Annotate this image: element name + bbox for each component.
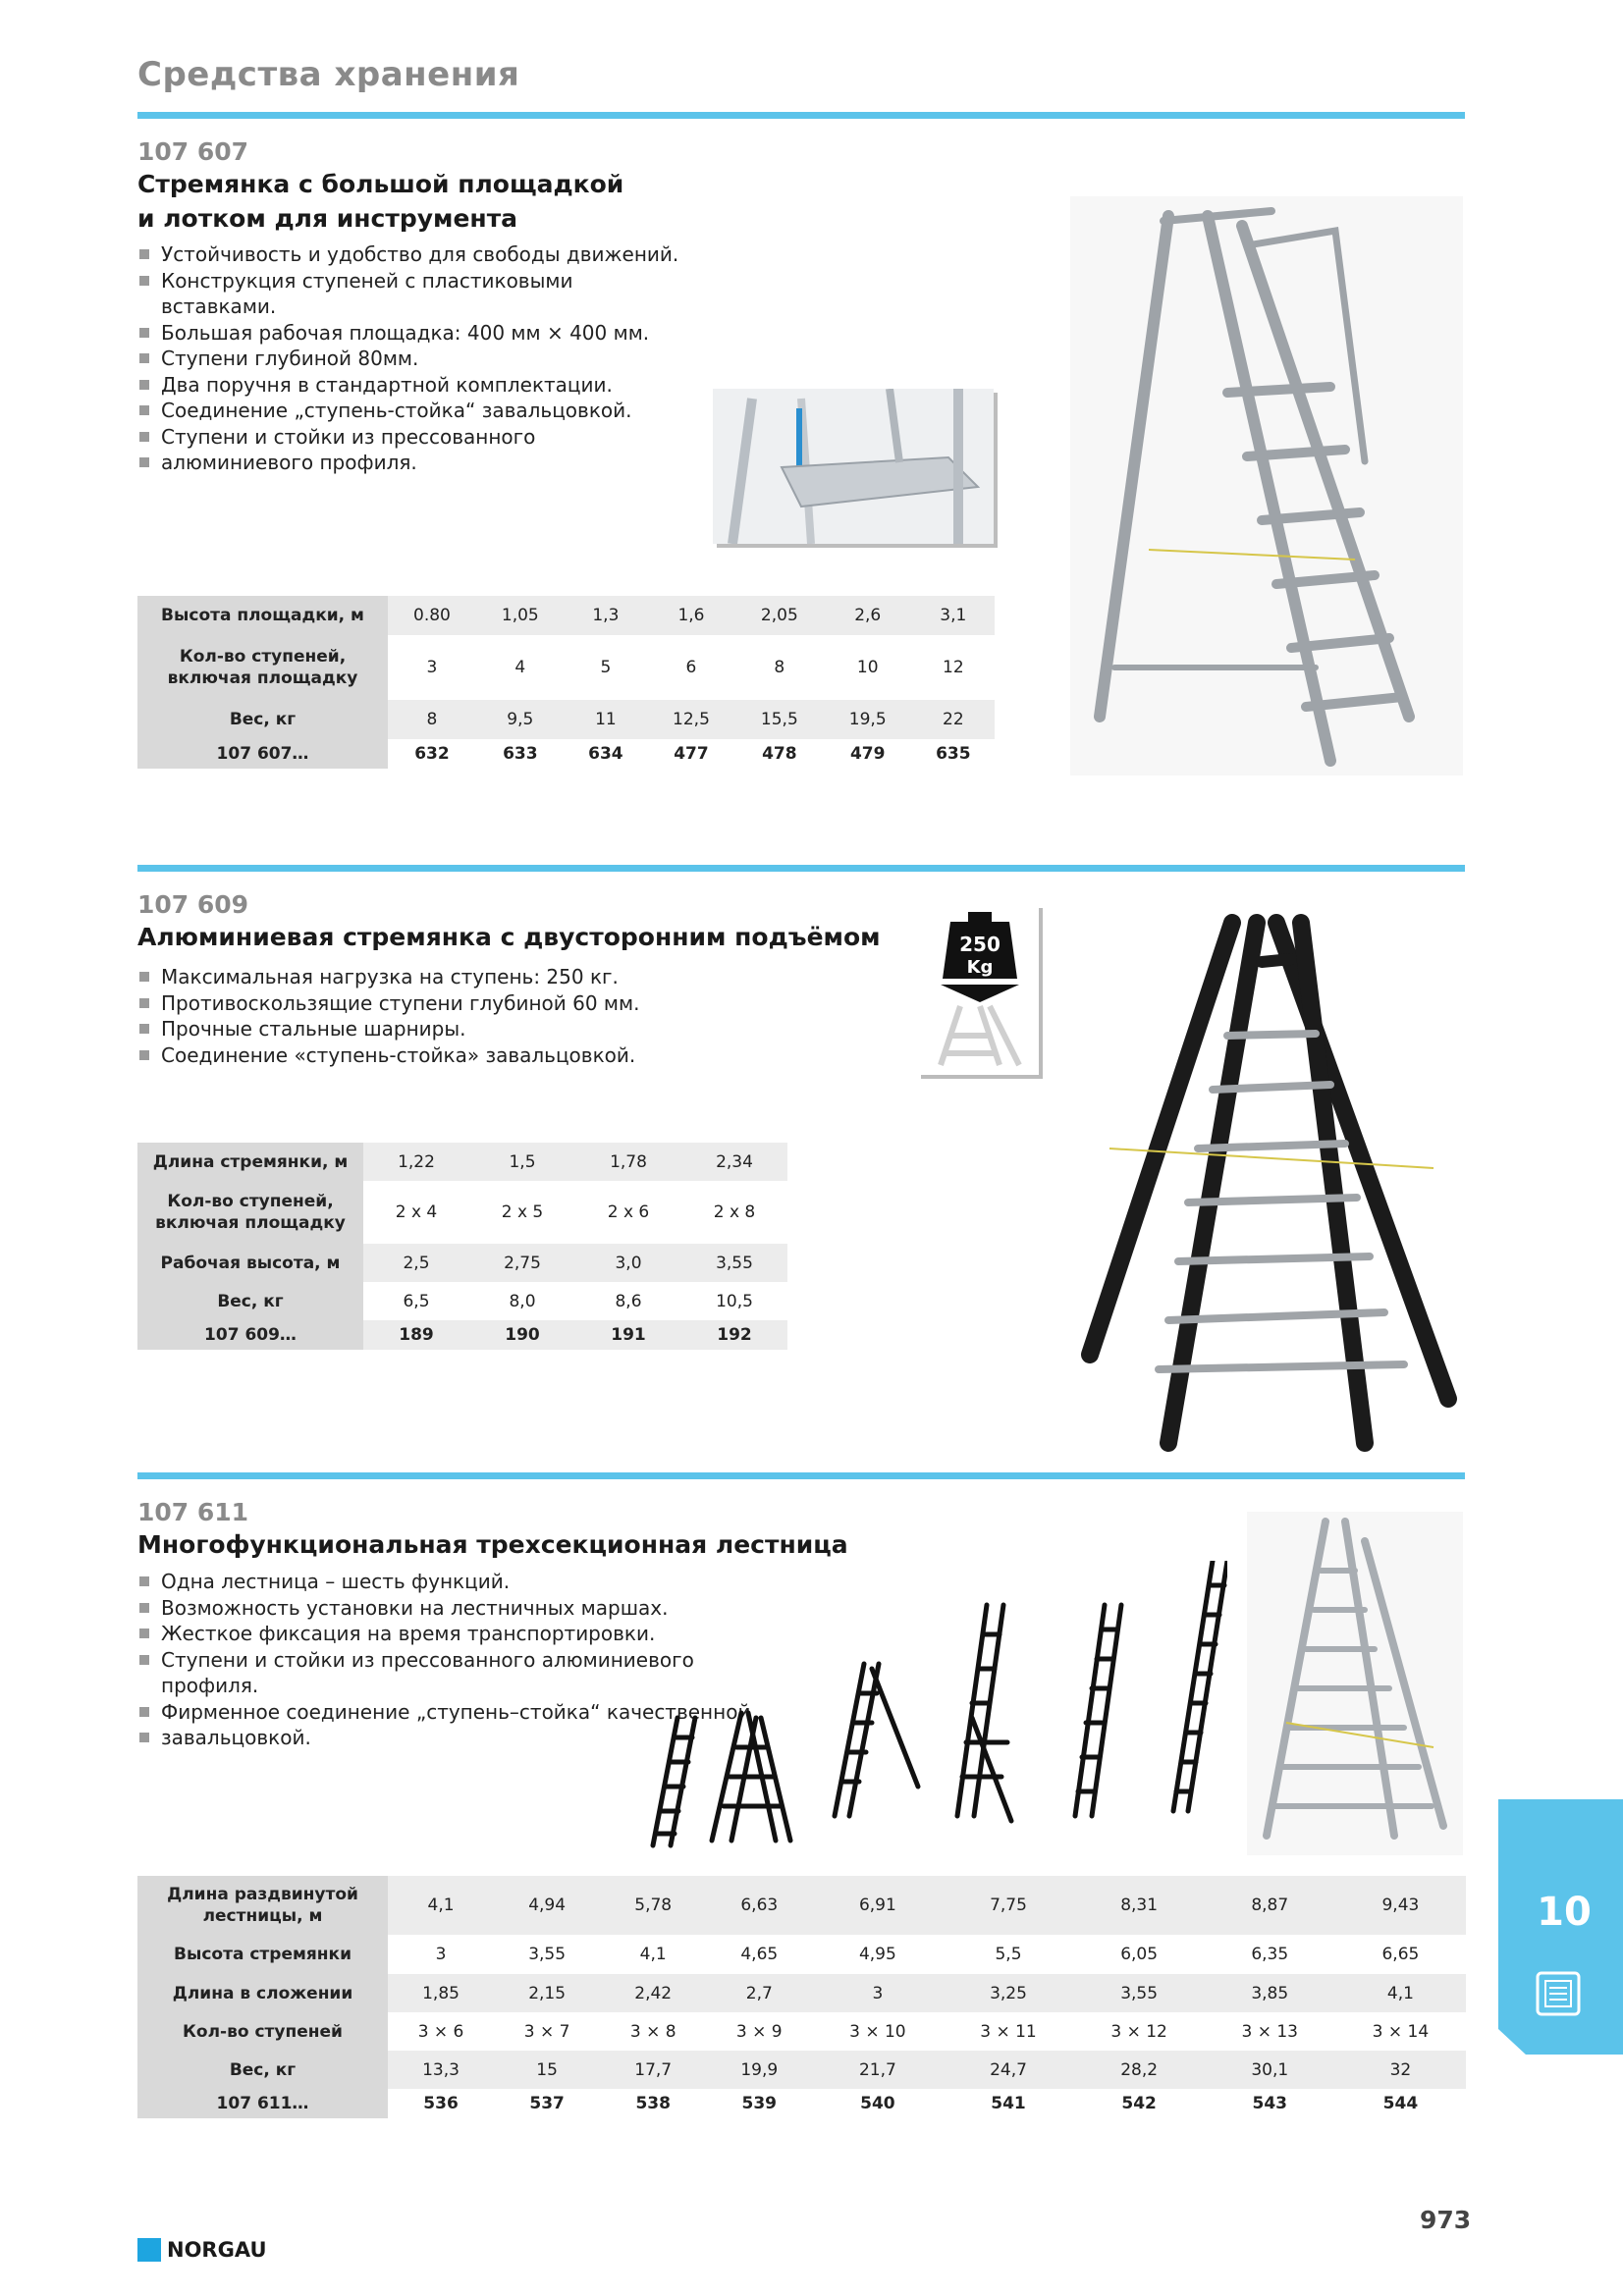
table-cell: 6,91 — [812, 1876, 943, 1935]
table-cell: 1,3 — [565, 596, 647, 635]
row-label: Вес, кг — [137, 700, 388, 739]
table-cell: 3,0 — [575, 1244, 681, 1282]
table-row — [137, 596, 995, 635]
table-cell: 3 × 8 — [629, 2021, 676, 2042]
feature-item: Максимальная нагрузка на ступень: 250 кг. — [137, 964, 687, 990]
a-frame-ladder-icon — [712, 1713, 790, 1841]
table-cell: 542 — [1121, 2094, 1157, 2113]
table-cell: 6,5 — [403, 1291, 430, 1311]
row-label: Длина раздвинутой лестницы, м — [137, 1876, 388, 1935]
table-cell: 478 — [762, 744, 797, 764]
table-cell: 22 — [912, 700, 995, 739]
table-cell: 2 x 6 — [607, 1202, 650, 1222]
three-section-ladder-icon — [1173, 1561, 1227, 1811]
table-cell: 17,7 — [600, 2051, 706, 2089]
table-cell: 4,1 — [1335, 1974, 1466, 2012]
table-cell: 632 — [414, 744, 450, 764]
table-cell: 8,0 — [509, 1291, 536, 1311]
weight-icon — [921, 908, 1039, 1075]
table-cell: 3 × 9 — [735, 2021, 783, 2042]
feature-item: Соединение «ступень-стойка» завальцовкой. — [137, 1042, 687, 1069]
table-cell: 539 — [741, 2094, 778, 2113]
table-cell: 3 — [812, 1974, 943, 2012]
table-cell: 4,95 — [858, 1945, 896, 1964]
table-cell: 19,5 — [824, 700, 912, 739]
table-cell: 541 — [991, 2094, 1026, 2113]
table-cell: 540 — [860, 2094, 895, 2113]
table-cell: 4,1 — [639, 1945, 667, 1964]
row-label: Длина стремянки, м — [137, 1143, 363, 1181]
table-cell: 3 — [435, 1945, 447, 1964]
section-divider — [137, 112, 1465, 119]
table-cell: 15 — [494, 2051, 600, 2089]
spec-table — [137, 1876, 1466, 2118]
table-cell: 3 × 14 — [1372, 2021, 1430, 2042]
table-cell: 3 × 6 — [417, 2021, 464, 2042]
table-cell: 1,22 — [363, 1143, 469, 1181]
table-cell: 15,5 — [735, 700, 824, 739]
table-cell: 3,25 — [943, 1974, 1073, 2012]
step-ladder-photo — [1070, 196, 1463, 775]
table-cell: 10,5 — [716, 1291, 753, 1311]
step-ladder-illustration — [1070, 196, 1463, 775]
table-row — [137, 2012, 1466, 2051]
product-code: 107 607 — [137, 137, 249, 166]
table-cell: 28,2 — [1074, 2051, 1205, 2089]
extended-a-frame-icon — [957, 1605, 1011, 1821]
table-row — [137, 2051, 1466, 2089]
table-row — [137, 1935, 1466, 1974]
row-label: Кол-во ступеней, включая площадку — [137, 1181, 363, 1244]
page-section-title: Средства хранения — [137, 55, 520, 94]
table-cell: 6,65 — [1381, 1945, 1420, 1964]
product-title-line: и лотком для инструмента — [137, 204, 518, 233]
row-label: 107 607… — [137, 739, 388, 769]
table-cell: 4 — [514, 658, 526, 677]
table-cell: 192 — [681, 1320, 787, 1350]
table-row — [137, 1320, 787, 1350]
table-cell: 2 x 4 — [395, 1202, 438, 1222]
table-cell: 8 — [774, 658, 785, 677]
table-cell: 12 — [943, 658, 964, 677]
table-row — [137, 1244, 787, 1282]
feature-item: Жесткое фиксация на время транспортировки. — [137, 1621, 766, 1647]
table-cell: 543 — [1252, 2094, 1287, 2113]
table-row — [137, 635, 995, 700]
table-cell: 1,6 — [647, 596, 735, 635]
table-cell: 0.80 — [388, 596, 476, 635]
double-sided-ladder-illustration — [1070, 908, 1463, 1458]
product-title-line: Стремянка с большой площадкой — [137, 170, 624, 198]
storage-cabinet-icon — [1534, 1969, 1583, 2018]
table-cell: 5,78 — [600, 1876, 706, 1935]
table-cell: 3 × 10 — [849, 2021, 906, 2042]
product-title: Алюминиевая стремянка с двусторонним подъёмом — [137, 923, 881, 951]
table-cell: 3,1 — [912, 596, 995, 635]
feature-item: Большая рабочая площадка: 400 мм × 400 мм. — [137, 320, 687, 347]
single-ladder-icon — [653, 1718, 695, 1845]
brand-square-icon — [137, 2238, 161, 2262]
feature-item-continuation: завальцовкой. — [137, 1725, 766, 1751]
feature-item: Устойчивость и удобство для свободы движений. — [137, 241, 687, 268]
table-row — [137, 1143, 787, 1181]
table-cell: 8,31 — [1074, 1876, 1205, 1935]
row-label: Кол-во ступеней, включая площадку — [137, 635, 388, 700]
ladder-function-pictograms — [638, 1561, 1227, 1855]
table-cell: 32 — [1335, 2051, 1466, 2089]
table-cell: 2,6 — [824, 596, 912, 635]
three-section-ladder-photo — [1247, 1512, 1463, 1855]
table-cell: 3 × 12 — [1110, 2021, 1167, 2042]
feature-item: Конструкция ступеней с пластиковыми вставками. — [137, 268, 687, 320]
table-cell: 537 — [529, 2094, 565, 2113]
table-cell: 2 x 8 — [713, 1202, 756, 1222]
product-code: 107 611 — [137, 1498, 249, 1526]
table-cell: 634 — [588, 744, 623, 764]
feature-item-continuation: алюминиевого профиля. — [137, 450, 687, 476]
stair-ladder-icon — [835, 1664, 918, 1816]
table-row — [137, 739, 995, 769]
table-cell: 1,85 — [388, 1974, 494, 2012]
row-label: Вес, кг — [137, 1282, 363, 1320]
table-cell: 2,5 — [363, 1244, 469, 1282]
table-cell: 3 × 13 — [1241, 2021, 1298, 2042]
table-row — [137, 1876, 1466, 1935]
row-label: 107 611… — [137, 2089, 388, 2118]
table-cell: 3,85 — [1205, 1974, 1335, 2012]
table-cell: 5,5 — [995, 1945, 1022, 1964]
table-cell: 1,78 — [575, 1143, 681, 1181]
table-cell: 4,94 — [494, 1876, 600, 1935]
table-cell: 6 — [685, 658, 697, 677]
table-cell: 19,9 — [706, 2051, 812, 2089]
table-cell: 8,87 — [1205, 1876, 1335, 1935]
spec-table — [137, 596, 995, 769]
feature-item: Фирменное соединение „ступень–стойка“ качественной — [137, 1699, 766, 1726]
feature-item: Возможность установки на лестничных маршах. — [137, 1595, 766, 1622]
feature-list — [137, 241, 687, 476]
product-code: 107 609 — [137, 890, 249, 919]
table-cell: 190 — [469, 1320, 575, 1350]
table-cell: 8 — [388, 700, 476, 739]
table-cell: 635 — [936, 744, 971, 764]
table-cell: 21,7 — [812, 2051, 943, 2089]
product-title: Многофункциональная трехсекционная лестница — [137, 1530, 848, 1559]
section-divider — [137, 1472, 1465, 1479]
table-cell: 10 — [856, 658, 879, 677]
table-cell: 9,5 — [476, 700, 565, 739]
feature-list — [137, 964, 687, 1068]
row-label: Кол-во ступеней — [137, 2012, 388, 2051]
table-cell: 24,7 — [943, 2051, 1073, 2089]
table-cell: 30,1 — [1205, 2051, 1335, 2089]
row-label: Рабочая высота, м — [137, 1244, 363, 1282]
table-cell: 3,55 — [1074, 1974, 1205, 2012]
storage-cabinet-icon-svg — [1534, 1969, 1583, 2018]
table-cell: 1,05 — [476, 596, 565, 635]
table-cell: 2 x 5 — [501, 1202, 544, 1222]
feature-item: Два поручня в стандартной комплектации. — [137, 372, 687, 399]
badge-weight-unit: Kg — [966, 957, 994, 978]
table-cell: 13,3 — [388, 2051, 494, 2089]
feature-item: Соединение „ступень-стойка“ завальцовкой. — [137, 398, 687, 424]
table-cell: 11 — [565, 700, 647, 739]
spec-table — [137, 1143, 787, 1350]
table-cell: 2,75 — [469, 1244, 575, 1282]
platform-detail-illustration — [713, 389, 994, 544]
table-row — [137, 1181, 787, 1244]
feature-item: Ступени и стойки из прессованного — [137, 424, 687, 451]
table-cell: 3 × 7 — [523, 2021, 570, 2042]
table-cell: 6,05 — [1120, 1945, 1159, 1964]
table-row — [137, 2089, 1466, 2118]
table-cell: 1,5 — [469, 1143, 575, 1181]
row-label: Вес, кг — [137, 2051, 388, 2089]
table-cell: 9,43 — [1335, 1876, 1466, 1935]
table-cell: 3,55 — [528, 1945, 567, 1964]
table-cell: 12,5 — [647, 700, 735, 739]
load-capacity-badge — [921, 908, 1043, 1079]
table-cell: 3 × 11 — [980, 2021, 1037, 2042]
chapter-number: 10 — [1537, 1890, 1592, 1935]
table-cell: 189 — [363, 1320, 469, 1350]
ladder-function-icons — [638, 1561, 1227, 1855]
table-row — [137, 1974, 1466, 2012]
table-cell: 4,65 — [740, 1945, 779, 1964]
table-row — [137, 1282, 787, 1320]
table-cell: 479 — [849, 744, 886, 764]
table-cell: 3,55 — [681, 1244, 787, 1282]
table-cell: 536 — [423, 2094, 459, 2113]
feature-item: Одна лестница – шесть функций. — [137, 1569, 766, 1595]
table-cell: 8,6 — [615, 1291, 642, 1311]
platform-detail-photo — [713, 389, 994, 544]
brand-name: NORGAU — [167, 2238, 267, 2262]
table-cell: 2,15 — [494, 1974, 600, 2012]
product-title — [137, 167, 623, 236]
table-cell: 633 — [503, 744, 538, 764]
table-cell: 3 — [426, 658, 438, 677]
table-row — [137, 700, 995, 739]
row-label: Длина в сложении — [137, 1974, 388, 2012]
three-section-ladder-illustration — [1247, 1512, 1463, 1855]
table-cell: 544 — [1382, 2094, 1419, 2113]
table-cell: 6,35 — [1251, 1945, 1289, 1964]
feature-item: Прочные стальные шарниры. — [137, 1016, 687, 1042]
brand-logo — [137, 2238, 267, 2262]
row-label: Высота стремянки — [137, 1935, 388, 1974]
row-label: 107 609… — [137, 1320, 363, 1350]
page-number: 973 — [1420, 2206, 1472, 2234]
table-cell: 4,1 — [388, 1876, 494, 1935]
table-cell: 191 — [575, 1320, 681, 1350]
table-cell: 2,05 — [735, 596, 824, 635]
table-cell: 2,42 — [600, 1974, 706, 2012]
table-cell: 5 — [600, 658, 612, 677]
feature-item: Ступени и стойки из прессованного алюминиевого профиля. — [137, 1647, 766, 1699]
section-divider — [137, 865, 1465, 872]
feature-item: Ступени глубиной 80мм. — [137, 346, 687, 372]
table-cell: 6,63 — [706, 1876, 812, 1935]
feature-item: Противоскользящие ступени глубиной 60 мм. — [137, 990, 687, 1017]
table-cell: 2,34 — [681, 1143, 787, 1181]
table-cell: 2,7 — [706, 1974, 812, 2012]
table-cell: 7,75 — [943, 1876, 1073, 1935]
table-cell: 538 — [635, 2094, 671, 2113]
double-sided-ladder-photo — [1070, 908, 1463, 1458]
two-section-ladder-icon — [1075, 1605, 1121, 1816]
row-label: Высота площадки, м — [137, 596, 388, 635]
table-cell: 477 — [674, 744, 709, 764]
badge-weight-number: 250 — [959, 933, 1001, 956]
